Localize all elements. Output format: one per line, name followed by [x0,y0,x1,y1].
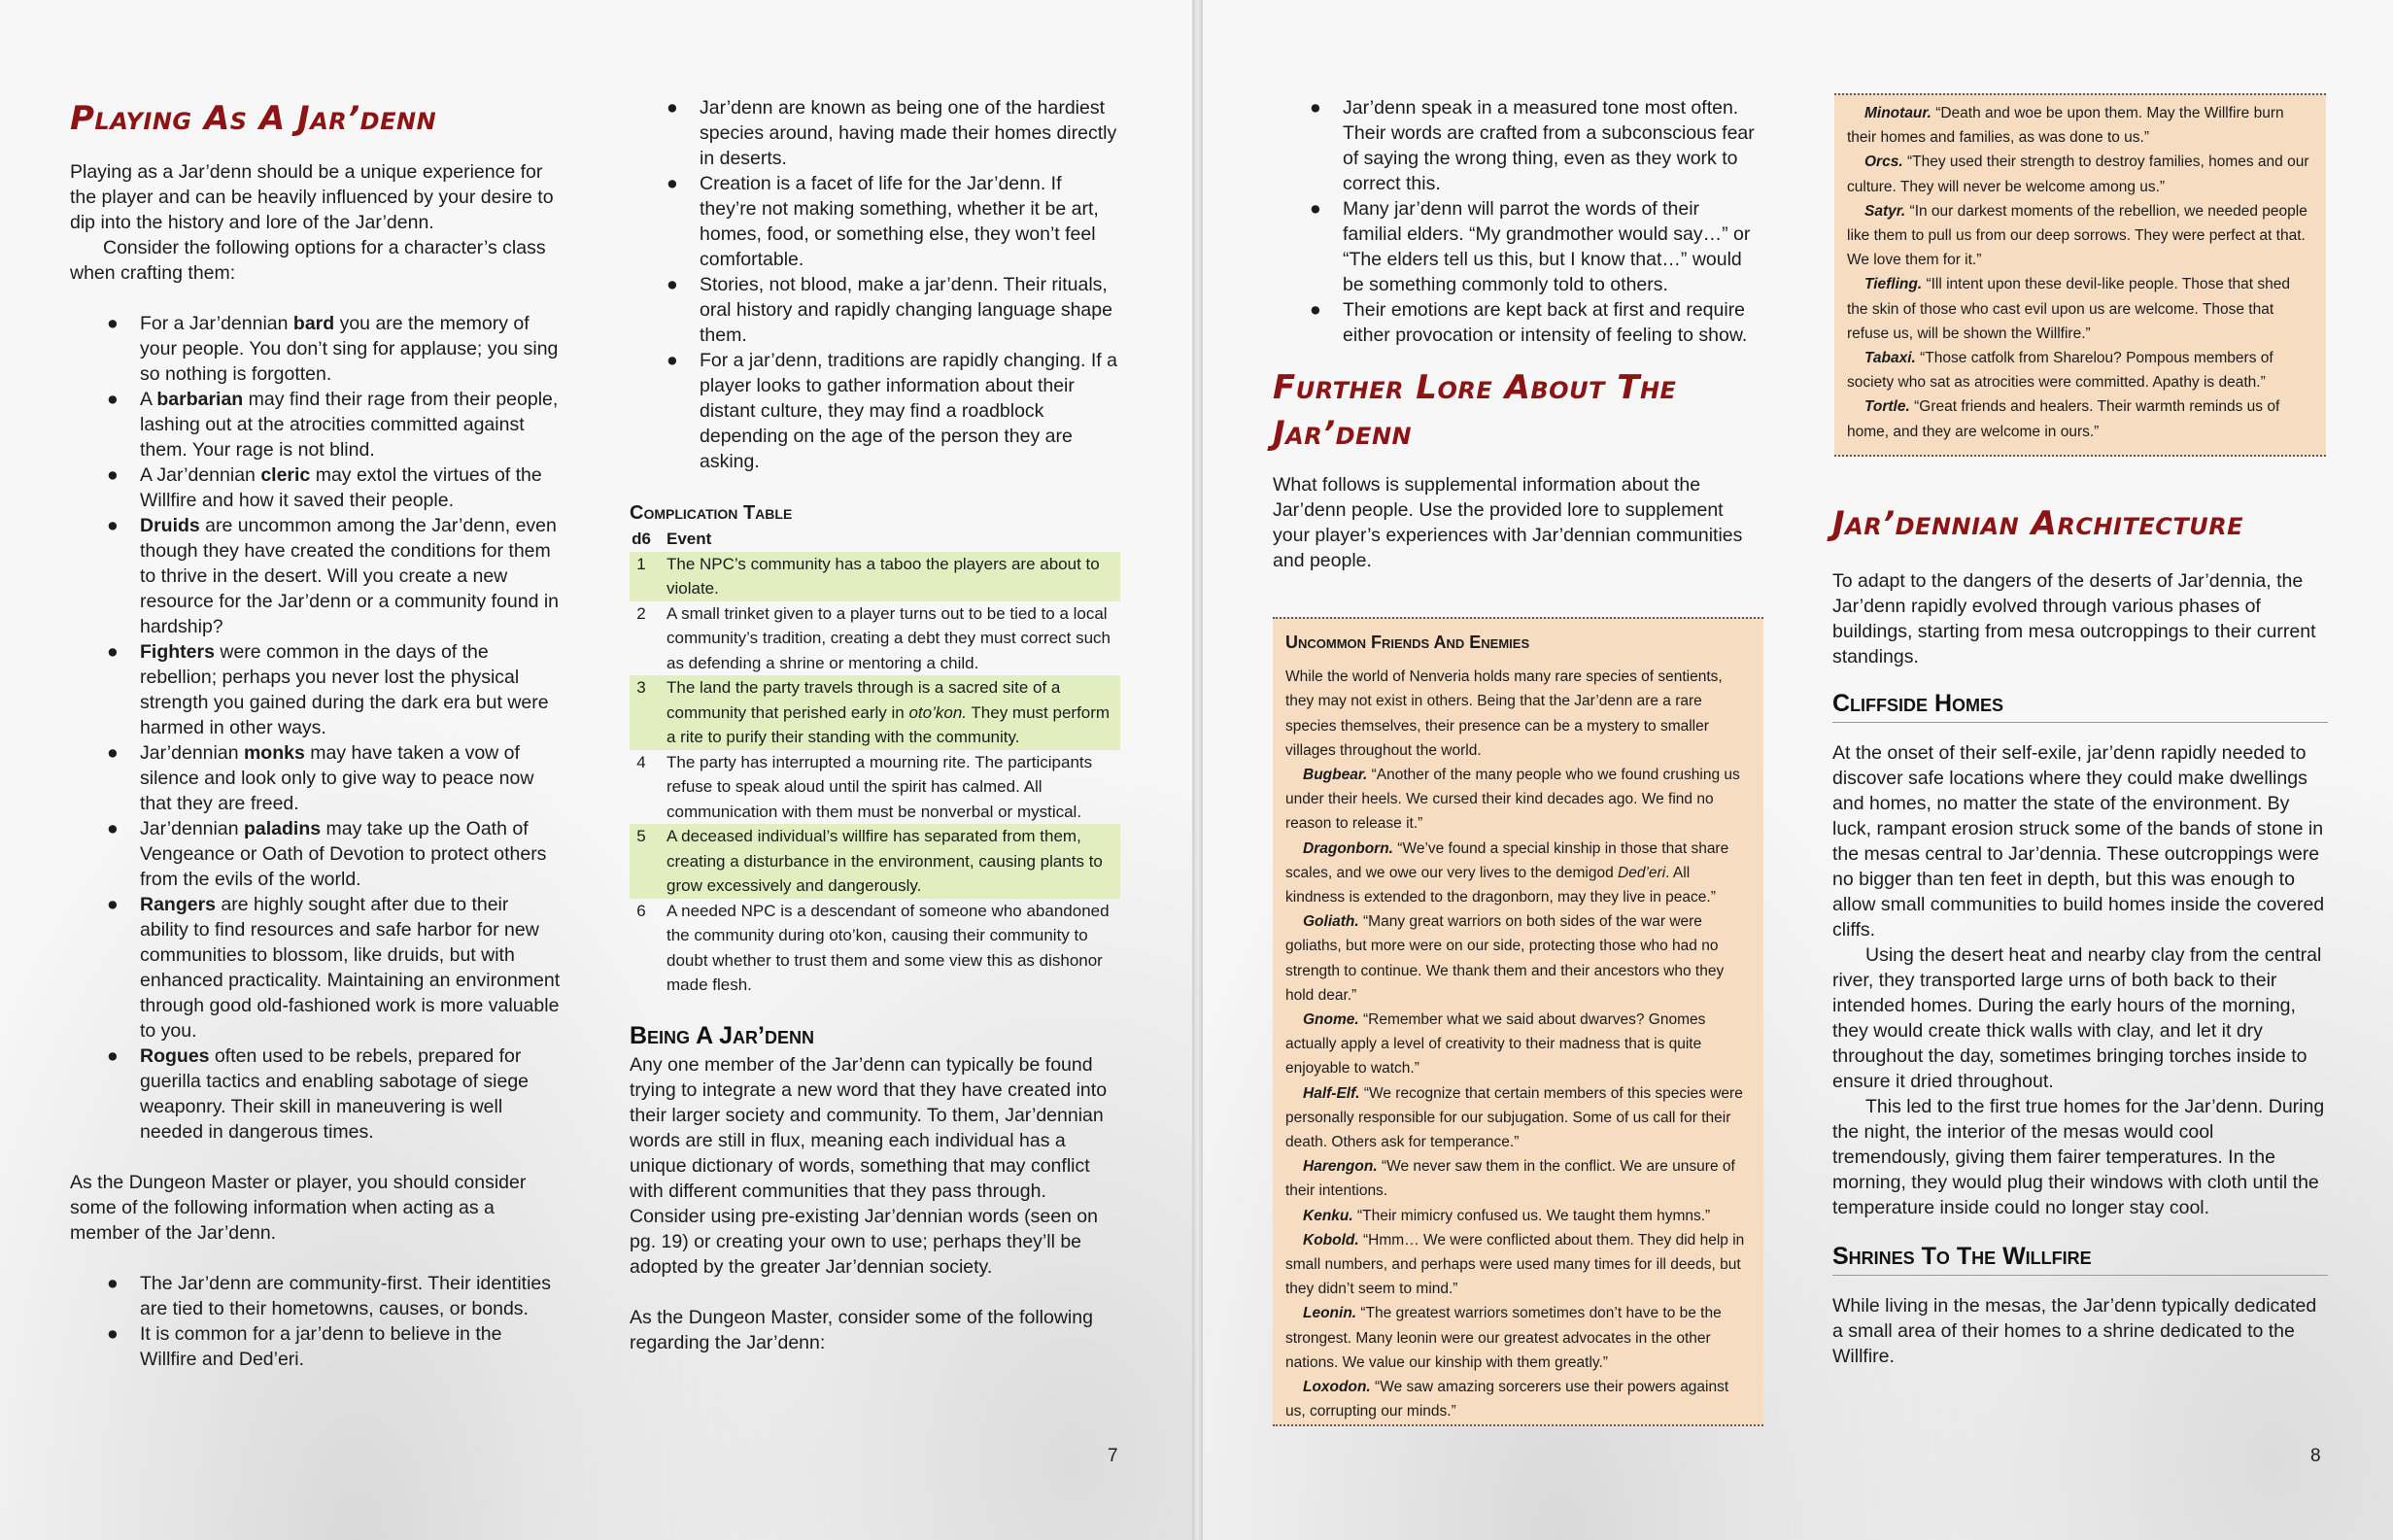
speech-list [1273,95,1763,348]
left-column-1 [70,95,561,1372]
sidebar-entry: Orcs. “They used their strength to destroy families, homes and our culture. They will never be welcome among us.” [1847,154,2309,195]
bullet-icon: ● [667,173,678,194]
cliffside-text-2: Using the desert heat and nearby clay from the central river, they transported large urns of both back to their intended homes. During the early hours of the morning, they would create thick walls with clay, and let it dry throughout the day, sometimes bringing torches inside to ensure it dried throughout. [1832,944,2322,1092]
table-row: 4 The party has interrupted a mourning rite. The participants refuse to speak aloud until the spirit has calmed. All communication with them must be nonverbal or mystical. [636,752,1093,821]
bullet-icon: ● [667,97,678,119]
list-item: ● For a Jar’dennian bard you are the memory of your people. You don’t sing for applause; you sing so nothing is forgotten. [107,313,559,385]
bullet-icon: ● [107,894,119,915]
sidebar-entry: Goliath. “Many great warriors on both sides of the war were goliaths, but more were on our side, protecting those who had no strength to continue. We thank them and their ancestors who they hold dear.” [1285,913,1725,1004]
list-item: ● Creation is a facet of life for the Jar’denn. If they’re not making something, whether it be art, homes, food, or something else, they won’t feel comfortable. [667,173,1099,270]
right-column-1 [1273,95,1763,573]
sidebar-title: Uncommon Friends And Enemies [1285,633,1530,652]
right-page [1203,0,2393,1540]
book-gutter [1192,0,1203,1540]
complication-title: Complication Table [630,502,793,524]
list-item: ● Rogues often used to be rebels, prepared for guerilla tactics and enabling sabotage of siege weaponry. Their skill in maneuvering is well needed in dangerous times. [107,1045,530,1143]
architecture-heading: Jar’dennian Architecture [1832,504,2244,543]
sidebar-entry: Minotaur. “Death and woe be upon them. May the Willfire burn their homes and families, as was done to us.” [1847,105,2284,147]
table-row: 6 A needed NPC is a descendant of someone who abandoned the community during oto’kon, causing their community to doubt whether to trust them and some view this as dishonor made flesh. [636,901,1110,994]
complication-table [630,499,1120,998]
shrines-heading: Shrines To The Willfire [1832,1244,2328,1276]
sidebar-entry: Gnome. “Remember what we said about dwarves? Gnomes actually apply a level of creativity to their madness that is quite enjoyable to watch.” [1285,1011,1706,1078]
sidebar-entry: Satyr. “In our darkest moments of the rebellion, we needed people like them to pull us from our deep sorrows. They were perfect at that. We love them for it.” [1847,202,2308,269]
dm-consider: As the Dungeon Master, consider some of the following regarding the Jar’denn: [630,1306,1093,1353]
bullet-icon: ● [1310,97,1321,119]
bullet-icon: ● [667,274,678,295]
playing-heading: Playing As A Jar’denn [70,99,437,138]
left-column-2 [630,95,1120,1355]
list-item: ● Fighters were common in the days of the rebellion; perhaps you never lost the physical strength you gained during the dark era but were harmed in other ways. [107,641,549,738]
sidebar-entry: Kobold. “Hmm… We were conflicted about them. They did help in small numbers, and perhaps were used many times for ill deeds, but they didn’t seem to mind.” [1285,1231,1745,1298]
list-item: ● It is common for a jar’denn to believe in the Willfire and Ded’eri. [107,1323,502,1370]
right-column-2 [1832,500,2328,1369]
table-row: 3 The land the party travels through is a sacred site of a community that perished early in oto’kon. They must perform a rite to purify their standing with the community. [630,675,1120,750]
list-item: ● The Jar’denn are community-first. Their identities are tied to their hometowns, causes, or bonds. [107,1273,552,1319]
bullet-icon: ● [1310,198,1321,220]
bullet-icon: ● [107,389,119,410]
page-number: 8 [2310,1446,2321,1466]
table-header: d6 Event [632,530,712,548]
sidebar-entry: Kenku. “Their mimicry confused us. We taught them hymns.” [1303,1207,1711,1224]
sidebar-entry: Dragonborn. “We’ve found a special kinship in those that share scales, and we owe our very lives to the demigod Ded’eri. All kindness is extended to the dragonborn, may they live in peace.” [1285,839,1729,907]
list-item: ● Jar’denn speak in a measured tone most often. Their words are crafted from a subconscious fear of saying the wrong thing, even as they work to correct this. [1310,97,1755,194]
bullet-icon: ● [107,464,119,486]
list-item: ● Many jar’denn will parrot the words of their familial elders. “My grandmother would say…” or “The elders tell us this, but I know that…” would be something commonly told to others. [1310,198,1751,295]
table-row: 5 A deceased individual’s willfire has separated from them, creating a disturbance in the environment, causing plants to grow excessively and dangerously. [630,824,1120,899]
dm-list [70,1271,561,1372]
page-number: 7 [1108,1446,1118,1466]
sidebar-entry: Loxodon. “We saw amazing sorcerers use their powers against us, corrupting our minds.” [1285,1379,1729,1420]
table-row: 2 A small trinket given to a player turns out to be tied to a local community’s tradition, creating a debt they must correct such as defending a shrine or mentoring a child. [636,603,1111,672]
list-item: ● For a jar’denn, traditions are rapidly changing. If a player looks to gather information about their distant culture, they may find a roadblock depending on the age of the person they are asking. [667,350,1117,472]
dm-intro: As the Dungeon Master or player, you should consider some of the following information when acting as a member of the Jar’denn. [70,1172,527,1244]
class-list [70,311,561,1145]
list-item: ● Rangers are highly sought after due to their ability to find resources and safe harbor for new communities to blossom, like druids, but with enhanced practicality. Maintaining an environment through good old-fashioned work is more valuable to you. [107,894,561,1042]
left-page [0,0,1192,1540]
playing-intro: Playing as a Jar’denn should be a unique experience for the player and can be heavily influenced by your desire to dip into the history and lore of the Jar’denn. [70,161,554,233]
bullet-icon: ● [107,1273,119,1294]
list-item: ● A barbarian may find their rage from their people, lashing out at the atrocities committed against them. Your rage is not blind. [107,389,559,461]
list-item: ● Jar’dennian paladins may take up the Oath of Vengeance or Oath of Devotion to protect others from the evils of the world. [107,818,547,890]
bullet-icon: ● [1310,299,1321,321]
cliffside-text-1: At the onset of their self-exile, jar’denn rapidly needed to discover safe locations where they could make dwellings and homes, no matter the state of the environment. By luck, rampant erosion struck some of the bands of stone in the mesas central to Jar’dennia. These outcroppings were no bigger than ten feet in depth, but this was enough to allow small communities to build homes inside the covered cliffs. [1832,742,2325,941]
lore-heading: Further Lore About The Jar’denn [1273,368,1677,453]
cliffside-heading: Cliffside Homes [1832,691,2328,723]
architecture-text: To adapt to the dangers of the deserts of Jar’dennia, the Jar’denn rapidly evolved through various phases of buildings, starting from mesa outcroppings to their current standings. [1832,570,2316,667]
bullet-icon: ● [107,515,119,536]
traits-list [630,95,1120,474]
bullet-icon: ● [107,1045,119,1067]
being-heading: Being A Jar’denn [630,1021,815,1049]
list-item: ● Jar’denn are known as being one of the hardiest species around, having made their homes directly in deserts. [667,97,1117,169]
list-item: ● A Jar’dennian cleric may extol the virtues of the Willfire and how it saved their people. [107,464,542,511]
lore-text: What follows is supplemental information about the Jar’denn people. Use the provided lore to supplement your player’s experiences with Jar’dennian communities and people. [1273,474,1743,571]
table-row: 1 The NPC’s community has a taboo the players are about to violate. [630,552,1120,601]
bullet-icon: ● [107,641,119,663]
bullet-icon: ● [107,742,119,764]
bullet-icon: ● [107,818,119,839]
sidebar-entry: Tabaxi. “Those catfolk from Sharelou? Pompous members of society who sat as atrocities were committed. Apathy is death.” [1847,350,2273,392]
sidebar-intro: While the world of Nenveria holds many rare species of sentients, they may not exist in others. Being that the Jar’denn are a rare species themselves, their presence can be a mystery to smaller villages throughout the world. [1285,668,1723,759]
bullet-icon: ● [107,313,119,334]
friends-enemies-sidebar [1273,617,1763,1426]
sidebar-entry: Bugbear. “Another of the many people who we found crushing us under their heels. We cursed their kind decades ago. We find no reason to release it.” [1285,767,1740,833]
list-item: ● Their emotions are kept back at first and require either provocation or intensity of feeling to show. [1310,299,1748,346]
sidebar-entry: Leonin. “The greatest warriors sometimes don’t have to be the strongest. Many leonin were our greatest advocates in the other nations. We value our kinship with them greatly.” [1285,1305,1722,1371]
list-item: ● Jar’dennian monks may have taken a vow of silence and look only to give way to peace now that they are freed. [107,742,534,814]
being-text: Any one member of the Jar’denn can typically be found trying to integrate a new word that they have created into their larger society and community. To them, Jar’dennian words are still in flux, meaning each individual has a unique dictionary of words, something that may conflict with different communities that they pass through. Consider using pre-existing Jar’dennian words (seen on pg. 19) or creating your own to use; perhaps they’ll be adopted by the greater Jar’dennian society. [630,1053,1108,1278]
list-item: ● Stories, not blood, make a jar’denn. Their rituals, oral history and rapidly changing language shape them. [667,274,1112,346]
list-item: ● Druids are uncommon among the Jar’denn, even though they have created the conditions for them to thrive in the desert. Will you create a new resource for the Jar’denn or a community found in hardship? [107,515,560,637]
sidebar-entry: Tiefling. “Ill intent upon these devil-like people. Those that shed the skin of those who cast evil upon us are welcome. Those that refuse us, will be shown the Willfire.” [1847,276,2290,342]
playing-intro-2: Consider the following options for a character’s class when crafting them: [70,237,546,284]
sidebar-entry: Tortle. “Great friends and healers. Their warmth reminds us of home, and they are welcome in ours.” [1847,398,2280,440]
shrines-text: While living in the mesas, the Jar’denn typically dedicated a small area of their homes to a shrine dedicated to the Willfire. [1832,1295,2317,1367]
sidebar-entry: Harengon. “We never saw them in the conflict. We are unsure of their intentions. [1285,1158,1735,1200]
cliffside-text-3: This led to the first true homes for the Jar’denn. During the night, the interior of the mesas would cool tremendously, giving them fairer temperatures. In the morning, they would plug their windows with cloth until the temperature inside could no longer stay cool. [1832,1096,2325,1218]
bullet-icon: ● [107,1323,119,1345]
bullet-icon: ● [667,350,678,371]
sidebar-entry: Half-Elf. “We recognize that certain members of this species were personally responsible for our subjugation. Some of us call for their death. Others ask for temperance.” [1285,1084,1743,1151]
friends-enemies-sidebar-cont [1834,93,2326,457]
